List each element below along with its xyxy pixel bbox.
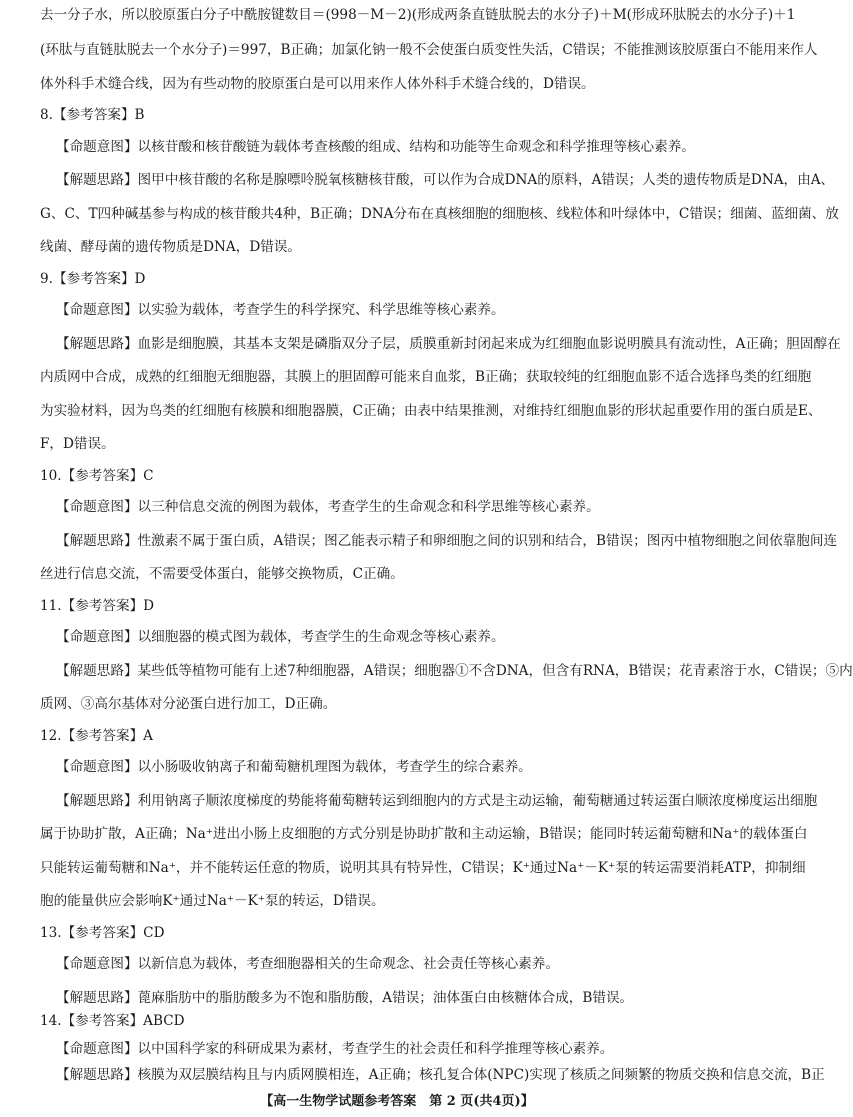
text-line: 去一分子水，所以胶原蛋白分子中酰胺键数目＝(998－M－2)(形成两条直链肽脱去的水分子)＋M(形成环肽脱去的水分子)＋1 [40,7,796,23]
text-line: 属于协助扩散，A正确；Na⁺进出小肠上皮细胞的方式分别是协助扩散和主动运输，B错误；能同时转运葡萄糖和Na⁺的载体蛋白 [40,826,808,842]
text-line: 内质网中合成，成熟的红细胞无细胞器，其膜上的胆固醇可能来自血浆，B正确；获取较纯的红细胞血影不适合选择鸟类的红细胞 [40,369,812,385]
text-line: 【命题意图】以小肠吸收钠离子和葡萄糖机理图为载体，考查学生的综合素养。 [56,759,532,775]
text-line: 【解题思路】图甲中核苷酸的名称是腺嘌呤脱氧核糖核苷酸，可以作为合成DNA的原料，A错误；人类的遗传物质是DNA，由A、 [56,172,835,188]
text-line: 14.【参考答案】ABCD [40,1013,185,1029]
text-line: 质网、③高尔基体对分泌蛋白进行加工，D正确。 [40,696,337,712]
text-line: 线菌、酵母菌的遗传物质是DNA，D错误。 [40,239,302,255]
text-line: G、C、T四种碱基参与构成的核苷酸共4种，B正确；DNA分布在真核细胞的细胞核、线粒体和叶绿体中，C错误；细菌、蓝细菌、放 [40,206,839,222]
text-line: 10.【参考答案】C [40,468,154,484]
text-line: F，D错误。 [40,436,115,452]
text-line: 8.【参考答案】B [40,107,145,123]
text-line: 【命题意图】以细胞器的模式图为载体，考查学生的生命观念等核心素养。 [56,629,505,645]
last-text-line: 【解题思路】核膜为双层膜结构且与内质网膜相连，A正确；核孔复合体(NPC)实现了核质之间频繁的物质交换和信息交流，B正 [56,1067,825,1083]
text-line: 12.【参考答案】A [40,728,153,744]
text-line: (环肽与直链肽脱去一个水分子)＝997，B正确；加氯化钠一般不会使蛋白质变性失活，C错误；不能推测该胶原蛋白不能用来作人 [40,42,818,58]
text-line: 胞的能量供应会影响K⁺通过Na⁺－K⁺泵的转运，D错误。 [40,893,385,909]
text-line: 11.【参考答案】D [40,598,155,614]
text-line: 丝进行信息交流，不需要受体蛋白，能够交换物质，C正确。 [40,566,404,582]
text-line: 【解题思路】蓖麻脂肪中的脂肪酸多为不饱和脂肪酸，A错误；油体蛋白由核糖体合成，B错误。 [56,990,634,1006]
text-line: 【命题意图】以中国科学家的科研成果为素材，考查学生的社会责任和科学推理等核心素养。 [56,1041,614,1057]
text-line: 只能转运葡萄糖和Na⁺，并不能转运任意的物质，说明其具有特异性，C错误；K⁺通过Na⁺－K⁺泵的转运需要消耗ATP，抑制细 [40,860,806,876]
text-line: 13.【参考答案】CD [40,925,165,941]
text-line: 【命题意图】以三种信息交流的例图为载体，考查学生的生命观念和科学思维等核心素养。 [56,499,600,515]
text-line: 9.【参考答案】D [40,271,146,287]
text-line: 为实验材料，因为鸟类的红细胞有核膜和细胞器膜，C正确；由表中结果推测，对维持红细胞血影的形状起重要作用的蛋白质是E、 [40,403,822,419]
text-line: 【解题思路】利用钠离子顺浓度梯度的势能将葡萄糖转运到细胞内的方式是主动运输，葡萄糖通过转运蛋白顺浓度梯度运出细胞 [56,793,818,809]
text-line: 【解题思路】血影是细胞膜，其基本支架是磷脂双分子层，质膜重新封闭起来成为红细胞血影说明膜具有流动性，A正确；胆固醇在 [56,336,841,352]
text-line: 【命题意图】以实验为载体，考查学生的科学探究、科学思维等核心素养。 [56,302,505,318]
page-footer: 【高一生物学试题参考答案 第 2 页(共4页)】 [260,1094,534,1109]
text-line: 【解题思路】性激素不属于蛋白质，A错误；图乙能表示精子和卵细胞之间的识别和结合，B错误；图丙中植物细胞之间依靠胞间连 [56,533,838,549]
text-line: 体外科手术缝合线，因为有些动物的胶原蛋白是可以用来作人体外科手术缝合线的，D错误。 [40,76,595,92]
text-line: 【解题思路】某些低等植物可能有上述7种细胞器，A错误；细胞器①不含DNA，但含有RNA，B错误；花青素溶于水，C错误；⑤内 [56,663,853,679]
text-line: 【命题意图】以核苷酸和核苷酸链为载体考查核酸的组成、结构和功能等生命观念和科学推理等核心素养。 [56,139,695,155]
text-line: 【命题意图】以新信息为载体，考查细胞器相关的生命观念、社会责任等核心素养。 [56,956,559,972]
